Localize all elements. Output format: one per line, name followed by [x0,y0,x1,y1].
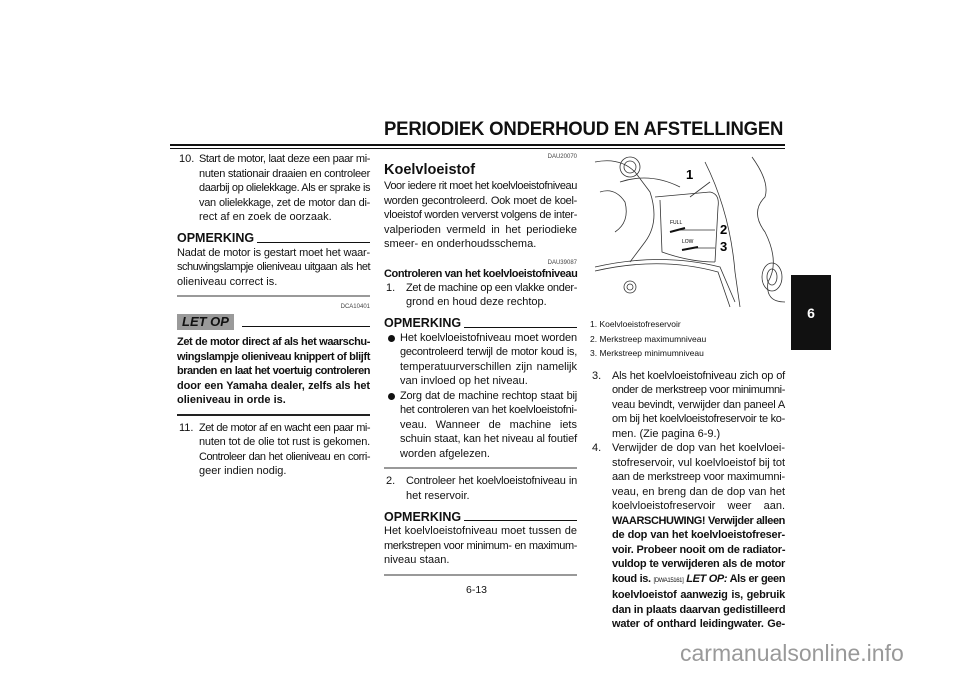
text-line: het controleren van het koelvloeistofni- [400,404,577,416]
text-line: water of onthard leidingwater. Ge- [612,618,785,630]
note-heading [384,508,577,524]
figure-caption: 1. Koelvloeistofreservoir [590,319,681,329]
text-line: Zorg dat de machine rechtop staat bij [400,389,577,402]
column-2 [384,152,577,581]
text-line: worden gecontroleerd. Ook moet de koel- [384,194,577,207]
divider [177,414,370,416]
text-line: om bij het koelvloeistofreservoir te ko- [612,413,785,425]
text-line: WAARSCHUWING! Verwijder alleen [612,514,785,527]
figure-caption: 3. Merkstreep minimumniveau [590,348,704,358]
text-line: van olielekkage, zet de motor dan di- [199,196,370,209]
note-label: OPMERKING [384,509,462,524]
text-line: de dop van het koelvloeistofreser- [612,529,785,541]
step-10 [177,152,370,225]
text-line: vuldop te verwijderen als de motor [612,558,785,570]
caution-text: Als er geen [729,572,786,585]
text-line: valperioden vermeld in het periodieke [384,223,577,236]
header-rule [170,144,785,149]
text-line: veau, en breng dan de dop van het [612,485,785,498]
text-line: wingslampje olieniveau knippert of blijft [177,350,370,363]
text-line: Het koelvloeistofniveau moet worden [400,331,577,344]
text-line: stofreservoir, vul koelvloeistof bij tot [612,456,786,469]
text-line: olieniveau in orde is. [177,394,286,406]
text-line: Zet de motor direct af als het waarschu- [177,336,370,348]
note-heading [177,230,370,246]
page-number: 6-13 [466,584,488,596]
step-number: 11. [179,421,194,434]
text-line: olieniveau correct is. [177,275,278,288]
ref-code: DCA10401 [340,304,370,310]
text-line: koelvloeistof aanwezig is, gebruik [612,589,785,601]
note-heading [384,315,577,331]
bullet-item [384,331,577,389]
bullet-item [384,389,577,462]
text-line: Controleer het koelvloeistofniveau in [406,475,577,487]
text-line: branden en laat het voertuig controleren [177,365,370,377]
text-line: merkstrepen voor minimum- en maximum- [384,539,577,552]
text-line: Zet de machine op een vlakke onder- [406,281,578,294]
warning-end: koud is. [612,572,651,585]
text-line: schuwingslampje olieniveau uitgaan als het [177,261,370,273]
text-line: gecontroleerd terwijl de motor koud is, [400,346,577,358]
text-line: nuten tot de olie tot rust is gekomen. [199,436,370,448]
callout-1: 1 [686,167,694,182]
text-line: voir. Probeer nooit om de radiator- [612,543,786,556]
divider [177,295,370,297]
step-2 [384,474,577,503]
text-line: geer indien nodig. [199,465,287,477]
caution-heading [177,312,370,330]
text-line: grond en houd deze rechtop. [406,296,547,308]
text-line: veau. Wanneer de machine iets [400,418,577,431]
text-line: van invloed op het niveau. [400,375,528,387]
text-line: niveau staan. [384,554,450,566]
divider [384,574,577,576]
text-line: schuin staat, kan het niveau al foutief [400,433,578,445]
intro-text [384,179,577,252]
text-line: men. (Zie pagina 6-9.) [612,427,721,440]
text-line: Zet de motor af en wacht een paar mi- [199,421,370,434]
subsection-title: Controleren van het koelvloeistofniveau [384,267,578,280]
text-line: worden afgelezen. [400,447,490,460]
text-line: Nadat de motor is gestart moet het waar- [177,246,370,259]
divider [384,467,577,469]
caution-label: LET OP [177,314,234,331]
callout-3: 3 [720,239,728,254]
step-number: 3. [592,369,602,382]
chapter-number: 6 [807,304,815,321]
text-line: Als het koelvloeistofniveau zich op of [612,369,785,382]
text-line: temperatuurverschillen zijn namelijk [400,360,577,373]
text-line: smeer- en onderhoudsschema. [384,238,537,250]
low-mark-label: LOW [682,239,694,245]
note-label: OPMERKING [384,316,462,330]
step-11 [177,421,370,479]
step-number: 4. [592,442,602,454]
section-title: Koelvloeistof [384,162,476,178]
caution-label: LET OP: [686,572,728,585]
text-line: door een Yamaha dealer, zelfs als het [177,379,370,392]
ref-code: DAU20070 [547,154,577,160]
note-text [384,524,577,568]
full-mark-label: FULL [670,220,683,226]
step-4 [590,441,785,632]
bullet-icon [388,335,395,342]
text-line: Start de motor, laat deze een paar mi- [199,153,370,165]
caution-text [177,335,370,408]
text-line: veau bevindt, verwijder dan paneel A [612,398,785,411]
watermark: carmanualsonline.info [680,640,904,666]
step-number: 1. [386,281,396,294]
text-line: Verwijder de dop van het koelvloei- [612,442,785,454]
text-line: rect af en zoek de oorzaak. [199,211,332,223]
coolant-reservoir-illustration [590,152,785,312]
chapter-tab [791,275,831,350]
text-line: het reservoir. [406,489,470,502]
note-label: OPMERKING [177,231,255,245]
figure-caption: 2. Merkstreep maximumniveau [590,333,707,344]
text-line: nuten stationair draaien en controleer [199,167,370,180]
step-number: 10. [179,153,195,165]
text-line: aan de merkstreep voor maximumni- [612,471,785,483]
bullet-icon [388,393,395,400]
text-line: Voor iedere rit moet het koelvloeistofniveau [384,180,577,192]
ref-code: DAU39087 [547,259,577,266]
text-line: daarbij op olielekkage. Als er sprake is [199,182,371,194]
page-header-title: PERIODIEK ONDERHOUD EN AFSTELLINGEN [383,118,783,140]
text-line: onder de merkstreep voor minimumni- [612,384,785,396]
text-line: dan in plaats daarvan gedistilleerd [612,603,786,616]
step-number: 2. [386,475,396,487]
callout-2: 2 [720,222,728,237]
text-line: Het koelvloeistofniveau moet tussen de [384,525,577,537]
step-3 [590,369,785,442]
warning-code: [DWA15161] [653,577,684,584]
text-line: vloeistof worden ververst volgens de inter- [384,209,578,221]
column-3 [590,152,785,632]
text-line: koelvloeistofreservoir weer aan. [612,500,785,512]
text-line: Controleer dan het olieniveau en corri- [199,450,370,463]
column-1 [177,152,370,479]
note-text [177,246,370,290]
warning-code-line [612,572,785,589]
caution-text [612,588,785,632]
step-1 [384,281,577,310]
warning-text [612,514,785,572]
